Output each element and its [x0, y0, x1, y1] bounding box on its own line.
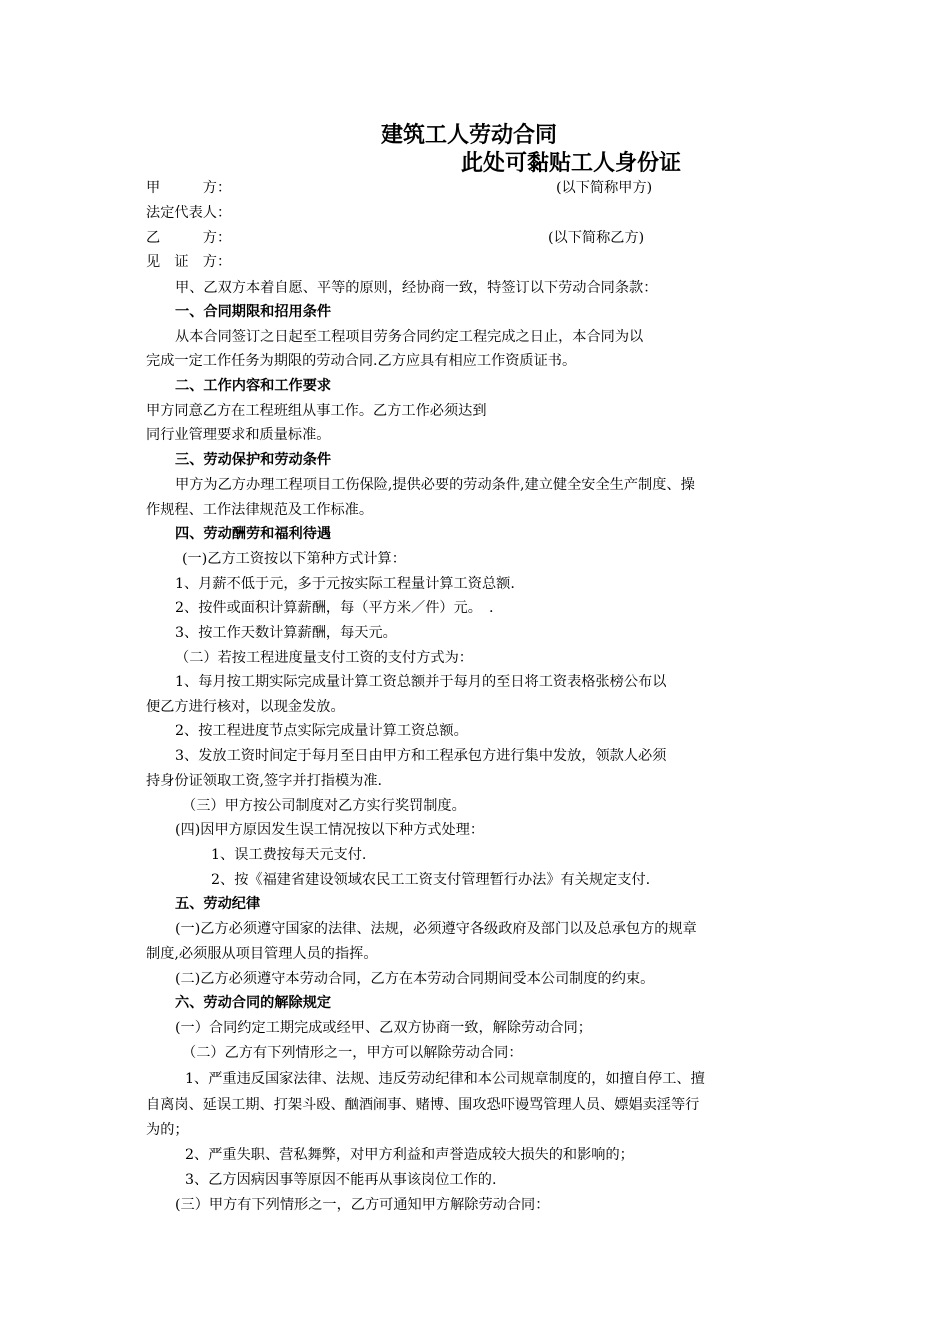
section-6-line-1: (一）合同约定工期完成或经甲、乙双方协商一致，解除劳动合同；: [175, 1020, 592, 1036]
section-2-line-1: 甲方同意乙方在工程班组从事工作。乙方工作必须达到: [146, 403, 487, 419]
section-5-heading: 五、劳动纪律: [175, 896, 261, 912]
section-6-line-3: 1、严重违反国家法律、法规、违反劳动纪律和本公司规章制度的，如擅自停工、擅: [185, 1071, 705, 1087]
section-6-line-4: 自离岗、延误工期、打架斗殴、酗酒闹事、赌博、围攻恐吓谩骂管理人员、嫖娼卖淫等行: [146, 1097, 700, 1113]
section-4-line-12: (四)因甲方原因发生误工情况按以下种方式处理：: [175, 822, 485, 838]
contract-title: 建筑工人劳动合同: [381, 122, 558, 148]
section-4-line-9: 3、发放工资时间定于每月至日由甲方和工程承包方进行集中发放，领款人必须: [175, 748, 667, 764]
party-b-note: (以下简称乙方): [548, 230, 645, 246]
party-a-note: (以下简称甲方): [556, 180, 653, 196]
party-a-label: 甲 方：: [146, 180, 232, 196]
section-6-line-6: 2、严重失职、营私舞弊，对甲方利益和声誉造成较大损失的和影响的；: [185, 1147, 634, 1163]
section-4-line-5: （二）若按工程进度量支付工资的支付方式为：: [175, 650, 473, 666]
witness-label: 见 证 方：: [146, 254, 232, 270]
section-1-line-2: 完成一定工作任务为期限的劳动合同.乙方应具有相应工作资质证书。: [146, 353, 577, 369]
section-6-line-5: 为的；: [146, 1122, 189, 1138]
section-4-line-4: 3、按工作天数计算薪酬，每天元。: [175, 625, 397, 641]
section-1-heading: 一、合同期限和招用条件: [175, 304, 332, 320]
section-4-line-8: 2、按工程进度节点实际完成量计算工资总额。: [175, 723, 468, 739]
section-4-line-1: (一)乙方工资按以下第种方式计算：: [182, 551, 406, 567]
section-3-line-1: 甲方为乙方办理工程项目工伤保险,提供必要的劳动条件,建立健全安全生产制度、操: [175, 477, 695, 493]
section-6-heading: 六、劳动合同的解除规定: [175, 995, 332, 1011]
section-4-line-7: 便乙方进行核对，以现金发放。: [146, 699, 345, 715]
section-5-line-2: 制度,必须服从项目管理人员的指挥。: [146, 946, 378, 962]
section-4-heading: 四、劳动酬劳和福利待遇: [175, 526, 332, 542]
section-4-line-11: （三）甲方按公司制度对乙方实行奖罚制度。: [182, 798, 466, 814]
section-3-heading: 三、劳动保护和劳动条件: [175, 452, 332, 468]
section-1-line-1: 从本合同签订之日起至工程项目劳务合同约定工程完成之日止，本合同为以: [175, 329, 644, 345]
section-4-line-10: 持身份证领取工资,签字并打指模为准.: [146, 773, 383, 789]
section-2-line-2: 同行业管理要求和质量标准。: [146, 427, 331, 443]
section-3-line-2: 作规程、工作法律规范及工作标准。: [146, 502, 374, 518]
section-5-line-1: (一)乙方必须遵守国家的法律、法规，必须遵守各级政府及部门以及总承包方的规章: [175, 921, 697, 937]
section-4-line-14: 2、按《福建省建设领域农民工工资支付管理暂行办法》有关规定支付.: [211, 872, 651, 888]
party-b-label: 乙 方：: [146, 230, 232, 246]
section-4-line-6: 1、每月按工期实际完成量计算工资总额并于每月的至日将工资表格张榜公布以: [175, 674, 667, 690]
section-5-line-3: (二)乙方必须遵守本劳动合同，乙方在本劳动合同期间受本公司制度的约束。: [175, 971, 655, 987]
section-4-line-13: 1、误工费按每天元支付.: [211, 847, 367, 863]
section-2-heading: 二、工作内容和工作要求: [175, 378, 332, 394]
section-6-line-2: （二）乙方有下列情形之一，甲方可以解除劳动合同：: [182, 1045, 523, 1061]
legal-rep-label: 法定代表人：: [146, 205, 232, 221]
section-6-line-8: (三）甲方有下列情形之一，乙方可通知甲方解除劳动合同：: [175, 1197, 550, 1213]
section-6-line-7: 3、乙方因病因事等原因不能再从事该岗位工作的.: [185, 1172, 497, 1188]
id-card-paste-note: 此处可黏贴工人身份证: [461, 150, 682, 176]
section-4-line-3: 2、按件或面积计算薪酬，每（平方米／件）元。 .: [175, 600, 494, 616]
intro-paragraph: 甲、乙双方本着自愿、平等的原则，经协商一致，特签订以下劳动合同条款：: [175, 280, 658, 296]
section-4-line-2: 1、月薪不低于元，多于元按实际工程量计算工资总额.: [175, 576, 515, 592]
